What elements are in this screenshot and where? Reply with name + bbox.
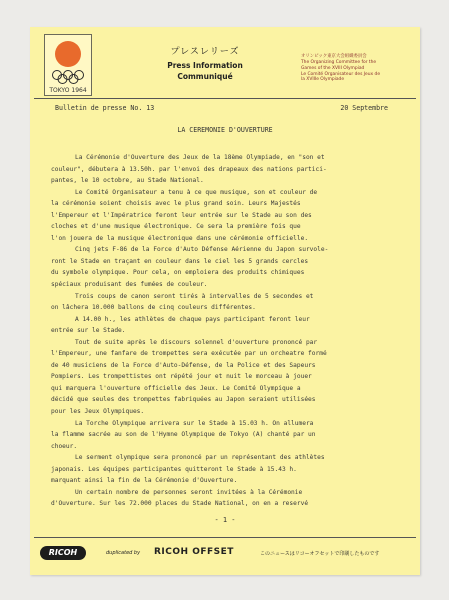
body-text <box>51 152 411 510</box>
header-divider <box>34 98 416 99</box>
press-release-sheet <box>30 27 420 575</box>
duplicated-by-label: duplicated by <box>106 550 141 556</box>
body-line: on lâchera 10.000 ballons de cinq couleurs différentes. <box>51 304 256 312</box>
document-title: LA CEREMONIE D'OUVERTURE <box>177 126 273 134</box>
footer-divider <box>34 537 416 538</box>
body-line: Tout de suite après le discours solennel d'ouverture prononcé par <box>75 338 318 346</box>
footer-japanese-note: このニュースはリコーオフセットで印刷したものです <box>260 551 380 557</box>
body-line: Le serment olympique sera prononcé par un représentant des athlètes <box>75 454 325 462</box>
footer <box>34 541 416 565</box>
olympic-rings-icon <box>49 69 87 85</box>
title-japanese: プレスレリーズ <box>170 47 240 57</box>
body-line: pantes, le 10 octobre, au Stade National. <box>51 177 204 185</box>
organizing-committee-block <box>301 54 417 82</box>
bulletin-line <box>55 104 388 112</box>
body-line: japonais. Les équipes participantes quitteront le Stade à 15.43 h. <box>51 465 297 473</box>
body-line: la cérémonie soient choisis avec le plus grand soin. Leurs Majestés <box>51 200 301 208</box>
ricoh-logo: RICOH <box>40 546 86 560</box>
body-line: Le Comité Organisateur a tenu à ce que musique, son et couleur de <box>75 188 318 196</box>
body-line: A 14.00 h., les athlètes de chaque pays participant feront leur <box>75 315 310 323</box>
title-english: Press Information <box>167 61 243 70</box>
body-line: l'on jouera de la musique électronique dans une cérémonie officielle. <box>51 234 309 242</box>
body-line: couleur", débutera à 13.50h. par l'envoi des drapeaux des nations partici- <box>51 165 327 173</box>
body-line: spéciaux produisant des fumées de couleur. <box>51 281 208 289</box>
logo-caption: TOKYO 1964 <box>49 87 87 94</box>
body-line: marquant ainsi la fin de la Cérémonie d'Ouverture. <box>51 477 238 485</box>
org-line: la XVIIIe Olympiade <box>301 77 345 83</box>
body-line: décidé que seules des trompettes fabriquées au Japon seraient utilisées <box>51 396 316 404</box>
org-line: Le Comité Organisateur des Jeux de <box>301 71 381 77</box>
body-line: Pompiers. Les trompettistes ont répété jour et nuit le morceau à jouer <box>51 373 312 381</box>
body-line: Un certain nombre de personnes seront invitées à la Cérémonie <box>75 488 303 496</box>
body-line: l'Empereur, une fanfare de trompettes sera exécutée par un orcheatre formé <box>51 350 327 358</box>
body-line: la flamme sacrée au son de l'Hymne Olympique de Tokyo (A) chanté par un <box>51 431 316 439</box>
body-line: La Cérémonie d'Ouverture des Jeux de la 18ème Olympiade, en "son et <box>75 154 325 161</box>
body-line: Trois coups de canon seront tirés à intervalles de 5 secondes et <box>75 292 314 300</box>
title-french: Communiqué <box>177 72 233 81</box>
body-line: de 40 musiciens de la Force d'Auto-Défense, de la Police et des Sapeurs <box>51 361 316 369</box>
body-line: entrée sur le Stade. <box>51 327 126 335</box>
page-number: - 1 - <box>214 516 236 524</box>
body-line: pour les Jeux Olympiques. <box>51 408 145 416</box>
ricoh-offset-label: RICOH OFFSET <box>154 547 234 557</box>
org-line: オリンピック東京大会組織委員会 <box>301 54 367 59</box>
body-line: d'Ouverture. Sur les 72.000 places du Stade National, on en a reservé <box>51 500 309 508</box>
body-line: qui marquera l'ouverture officielle des Jeux. Le Comité Olympique a <box>51 384 301 392</box>
body-line: cloches et d'une musique électronique. Ce sera la première fois que <box>51 223 301 231</box>
body-line: ront le Stade en traçant en couleur dans le ciel les 5 grands cercles <box>51 257 309 265</box>
body-line: La Torche Olympique arrivera sur le Stade à 15.03 h. On allumera <box>75 419 314 427</box>
org-line: The Organizing Committee for the <box>301 60 377 66</box>
header-titles <box>130 44 280 81</box>
body-line: du symbole olympique. Pour cela, on emploiera des produits chimiques <box>51 269 305 277</box>
body-line: l'Empereur et l'Impératrice feront leur entrée sur le Stade au son des <box>51 211 312 219</box>
body-line: Cinq jets F-86 de la Force d'Auto Défense Aérienne du Japon survole- <box>75 246 329 254</box>
bulletin-number: Bulletin de presse No. 13 <box>55 104 155 112</box>
tokyo-1964-logo <box>44 34 92 96</box>
rising-sun-emblem <box>55 41 81 67</box>
body-line: choeur. <box>51 442 78 450</box>
bulletin-date: 20 Septembre <box>340 104 388 112</box>
org-line: Games of the XVIII Olympiad <box>301 65 365 71</box>
